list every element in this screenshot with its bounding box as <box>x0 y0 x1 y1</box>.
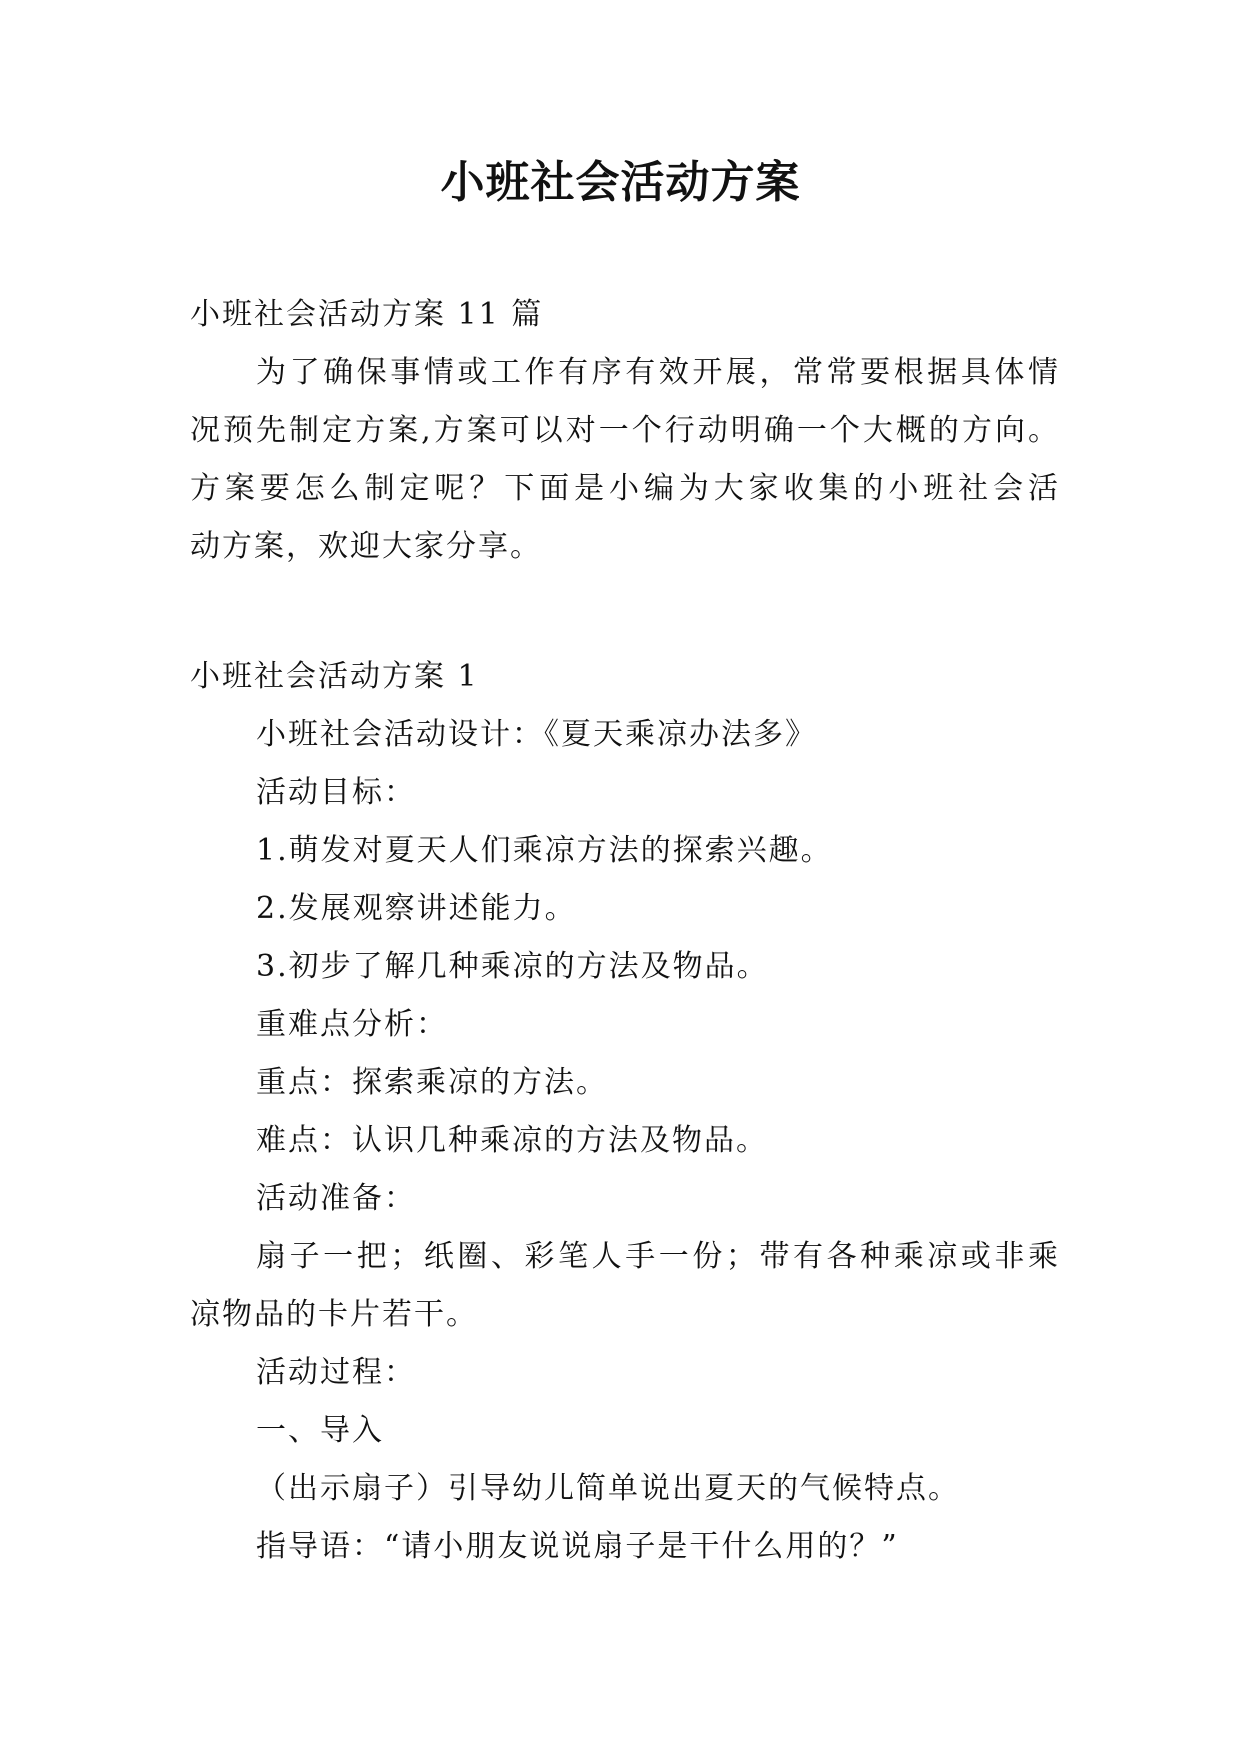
paragraph-line: 指导语：“请小朋友说说扇子是干什么用的？” <box>256 1529 899 1564</box>
paragraph-line: 扇子一把；纸圈、彩笔人手一份；带有各种乘凉或非乘 <box>256 1239 1058 1274</box>
paragraph-line: （出示扇子）引导幼儿简单说出夏天的气候特点。 <box>256 1471 960 1506</box>
intro-line: 方案要怎么制定呢？下面是小编为大家收集的小班社会活 <box>190 471 1058 506</box>
document-body <box>190 286 1058 1576</box>
intro-line: 况预先制定方案,方案可以对一个行动明确一个大概的方向。 <box>190 413 1058 448</box>
paragraph-line: 3.初步了解几种乘凉的方法及物品。 <box>256 949 769 984</box>
intro-line: 动方案，欢迎大家分享。 <box>190 529 542 564</box>
paragraph-line: 凉物品的卡片若干。 <box>190 1297 478 1332</box>
paragraph-line: 一、导入 <box>256 1413 384 1448</box>
intro-line: 为了确保事情或工作有序有效开展，常常要根据具体情 <box>256 355 1058 390</box>
document-title: 小班社会活动方案 <box>440 157 801 208</box>
subtitle: 小班社会活动方案 11 篇 <box>190 297 544 332</box>
spacer <box>190 576 1058 648</box>
paragraph-line: 活动准备： <box>256 1181 416 1216</box>
paragraph-line: 活动过程： <box>256 1355 416 1390</box>
paragraph-line: 重点：探索乘凉的方法。 <box>256 1065 608 1100</box>
paragraph-line: 重难点分析： <box>256 1007 448 1042</box>
paragraph-line: 1.萌发对夏天人们乘凉方法的探索兴趣。 <box>256 833 833 868</box>
paragraph-line: 活动目标： <box>256 775 416 810</box>
paragraph-line: 2.发展观察讲述能力。 <box>256 891 577 926</box>
section-heading: 小班社会活动方案 1 <box>190 659 479 694</box>
paragraph-line: 难点：认识几种乘凉的方法及物品。 <box>256 1123 768 1158</box>
paragraph-line: 小班社会活动设计：《夏天乘凉办法多》 <box>256 717 817 752</box>
